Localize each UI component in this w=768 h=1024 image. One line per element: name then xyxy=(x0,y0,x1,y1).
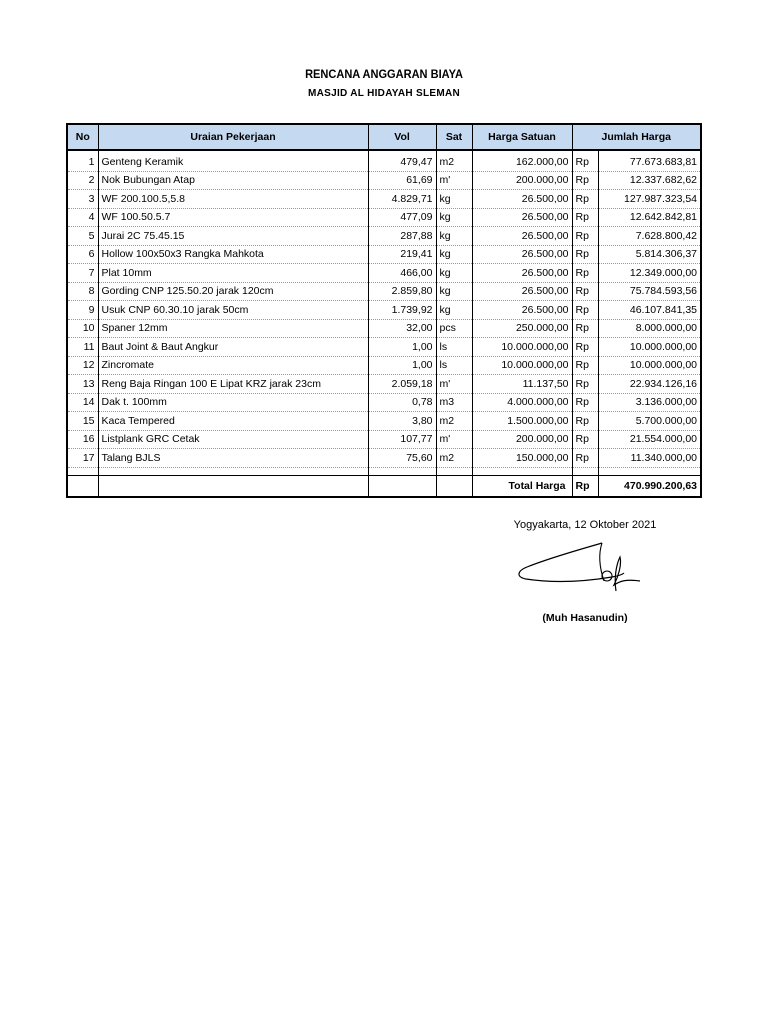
signature-image xyxy=(512,535,652,615)
row-no: 6 xyxy=(67,245,98,264)
row-vol: 0,78 xyxy=(368,393,436,412)
row-no: 1 xyxy=(67,150,98,171)
row-description: Spaner 12mm xyxy=(98,319,368,338)
row-description: WF 200.100.5,5.8 xyxy=(98,190,368,209)
row-currency: Rp xyxy=(572,282,598,301)
row-unit-price: 4.000.000,00 xyxy=(472,393,572,412)
row-unit: kg xyxy=(436,282,472,301)
row-vol: 477,09 xyxy=(368,208,436,227)
row-no: 13 xyxy=(67,375,98,394)
row-total: 12.642.842,81 xyxy=(598,208,701,227)
table-row xyxy=(67,356,701,375)
row-unit: m' xyxy=(436,430,472,449)
signer-name: (Muh Hasanudin) xyxy=(542,612,628,624)
row-total: 12.349.000,00 xyxy=(598,264,701,283)
row-description: Zincromate xyxy=(98,356,368,375)
table-header-row xyxy=(67,124,701,150)
table-row xyxy=(67,171,701,190)
row-currency: Rp xyxy=(572,412,598,431)
row-description: WF 100.50.5.7 xyxy=(98,208,368,227)
row-unit: kg xyxy=(436,208,472,227)
row-description: Dak t. 100mm xyxy=(98,393,368,412)
row-vol: 1,00 xyxy=(368,338,436,357)
header-unit-price: Harga Satuan xyxy=(472,124,572,150)
row-description: Plat 10mm xyxy=(98,264,368,283)
row-unit-price: 150.000,00 xyxy=(472,449,572,468)
document-subtitle: MASJID AL HIDAYAH SLEMAN xyxy=(307,88,461,99)
row-unit: kg xyxy=(436,245,472,264)
row-vol: 3,80 xyxy=(368,412,436,431)
row-total: 5.814.306,37 xyxy=(598,245,701,264)
row-unit-price: 250.000,00 xyxy=(472,319,572,338)
row-total: 5.700.000,00 xyxy=(598,412,701,431)
row-vol: 466,00 xyxy=(368,264,436,283)
table-row xyxy=(67,301,701,320)
row-unit-price: 26.500,00 xyxy=(472,208,572,227)
row-no: 16 xyxy=(67,430,98,449)
row-unit: m2 xyxy=(436,412,472,431)
row-currency: Rp xyxy=(572,356,598,375)
table-row xyxy=(67,412,701,431)
table-spacer-row xyxy=(67,467,701,475)
row-total: 75.784.593,56 xyxy=(598,282,701,301)
row-no: 14 xyxy=(67,393,98,412)
table-row xyxy=(67,150,701,171)
row-no: 8 xyxy=(67,282,98,301)
total-label: Total Harga xyxy=(472,475,572,497)
row-unit: m' xyxy=(436,375,472,394)
header-description: Uraian Pekerjaan xyxy=(98,124,368,150)
row-vol: 75,60 xyxy=(368,449,436,468)
table-row xyxy=(67,208,701,227)
row-description: Reng Baja Ringan 100 E Lipat KRZ jarak 23cm xyxy=(98,375,368,394)
row-vol: 287,88 xyxy=(368,227,436,246)
row-vol: 32,00 xyxy=(368,319,436,338)
header-vol: Vol xyxy=(368,124,436,150)
row-unit: ls xyxy=(436,338,472,357)
row-currency: Rp xyxy=(572,319,598,338)
table-row xyxy=(67,375,701,394)
table-row xyxy=(67,190,701,209)
row-no: 12 xyxy=(67,356,98,375)
row-unit: m3 xyxy=(436,393,472,412)
row-total: 22.934.126,16 xyxy=(598,375,701,394)
header-total: Jumlah Harga xyxy=(572,124,701,150)
row-currency: Rp xyxy=(572,375,598,394)
row-total: 10.000.000,00 xyxy=(598,356,701,375)
total-currency: Rp xyxy=(572,475,598,497)
row-vol: 107,77 xyxy=(368,430,436,449)
row-unit-price: 26.500,00 xyxy=(472,227,572,246)
row-unit: m2 xyxy=(436,150,472,171)
row-description: Hollow 100x50x3 Rangka Mahkota xyxy=(98,245,368,264)
row-unit-price: 11.137,50 xyxy=(472,375,572,394)
row-no: 5 xyxy=(67,227,98,246)
document-title: RENCANA ANGGARAN BIAYA xyxy=(305,67,463,81)
row-total: 77.673.683,81 xyxy=(598,150,701,171)
row-currency: Rp xyxy=(572,227,598,246)
row-description: Gording CNP 125.50.20 jarak 120cm xyxy=(98,282,368,301)
row-unit-price: 26.500,00 xyxy=(472,190,572,209)
row-unit: m' xyxy=(436,171,472,190)
row-currency: Rp xyxy=(572,449,598,468)
row-description: Usuk CNP 60.30.10 jarak 50cm xyxy=(98,301,368,320)
table-row xyxy=(67,264,701,283)
row-total: 3.136.000,00 xyxy=(598,393,701,412)
row-vol: 4.829,71 xyxy=(368,190,436,209)
row-no: 11 xyxy=(67,338,98,357)
row-currency: Rp xyxy=(572,208,598,227)
row-no: 4 xyxy=(67,208,98,227)
table-row xyxy=(67,319,701,338)
row-no: 2 xyxy=(67,171,98,190)
row-currency: Rp xyxy=(572,171,598,190)
table-row xyxy=(67,393,701,412)
row-currency: Rp xyxy=(572,190,598,209)
row-unit-price: 200.000,00 xyxy=(472,171,572,190)
row-vol: 1,00 xyxy=(368,356,436,375)
row-vol: 2.859,80 xyxy=(368,282,436,301)
total-row xyxy=(67,475,701,497)
table-row xyxy=(67,245,701,264)
row-description: Baut Joint & Baut Angkur xyxy=(98,338,368,357)
row-description: Listplank GRC Cetak xyxy=(98,430,368,449)
row-description: Genteng Keramik xyxy=(98,150,368,171)
row-vol: 61,69 xyxy=(368,171,436,190)
row-unit: kg xyxy=(436,227,472,246)
row-no: 3 xyxy=(67,190,98,209)
row-unit-price: 200.000,00 xyxy=(472,430,572,449)
row-no: 7 xyxy=(67,264,98,283)
row-unit: kg xyxy=(436,264,472,283)
header-unit: Sat xyxy=(436,124,472,150)
row-description: Nok Bubungan Atap xyxy=(98,171,368,190)
place-date: Yogyakarta, 12 Oktober 2021 xyxy=(513,519,657,531)
row-unit-price: 26.500,00 xyxy=(472,245,572,264)
row-total: 11.340.000,00 xyxy=(598,449,701,468)
row-unit-price: 26.500,00 xyxy=(472,301,572,320)
row-unit-price: 26.500,00 xyxy=(472,264,572,283)
row-unit: pcs xyxy=(436,319,472,338)
row-unit-price: 10.000.000,00 xyxy=(472,356,572,375)
row-total: 10.000.000,00 xyxy=(598,338,701,357)
row-unit: kg xyxy=(436,301,472,320)
row-currency: Rp xyxy=(572,245,598,264)
row-currency: Rp xyxy=(572,301,598,320)
row-currency: Rp xyxy=(572,393,598,412)
table-row xyxy=(67,282,701,301)
row-unit-price: 26.500,00 xyxy=(472,282,572,301)
row-vol: 2.059,18 xyxy=(368,375,436,394)
row-no: 9 xyxy=(67,301,98,320)
row-currency: Rp xyxy=(572,430,598,449)
row-total: 12.337.682,62 xyxy=(598,171,701,190)
row-unit: kg xyxy=(436,190,472,209)
row-unit-price: 10.000.000,00 xyxy=(472,338,572,357)
row-total: 46.107.841,35 xyxy=(598,301,701,320)
row-unit-price: 1.500.000,00 xyxy=(472,412,572,431)
row-currency: Rp xyxy=(572,150,598,171)
row-description: Talang BJLS xyxy=(98,449,368,468)
row-vol: 1.739,92 xyxy=(368,301,436,320)
row-vol: 219,41 xyxy=(368,245,436,264)
row-no: 10 xyxy=(67,319,98,338)
table-row xyxy=(67,449,701,468)
table-row xyxy=(67,430,701,449)
row-no: 17 xyxy=(67,449,98,468)
table-row xyxy=(67,227,701,246)
row-total: 21.554.000,00 xyxy=(598,430,701,449)
table-body xyxy=(67,150,701,497)
budget-table xyxy=(66,123,702,498)
row-total: 7.628.800,42 xyxy=(598,227,701,246)
row-unit: m2 xyxy=(436,449,472,468)
row-unit: ls xyxy=(436,356,472,375)
row-total: 8.000.000,00 xyxy=(598,319,701,338)
row-no: 15 xyxy=(67,412,98,431)
row-description: Kaca Tempered xyxy=(98,412,368,431)
grand-total: 470.990.200,63 xyxy=(598,475,701,497)
table-row xyxy=(67,338,701,357)
row-vol: 479,47 xyxy=(368,150,436,171)
row-total: 127.987.323,54 xyxy=(598,190,701,209)
row-currency: Rp xyxy=(572,338,598,357)
row-currency: Rp xyxy=(572,264,598,283)
row-description: Jurai 2C 75.45.15 xyxy=(98,227,368,246)
row-unit-price: 162.000,00 xyxy=(472,150,572,171)
header-no: No xyxy=(67,124,98,150)
